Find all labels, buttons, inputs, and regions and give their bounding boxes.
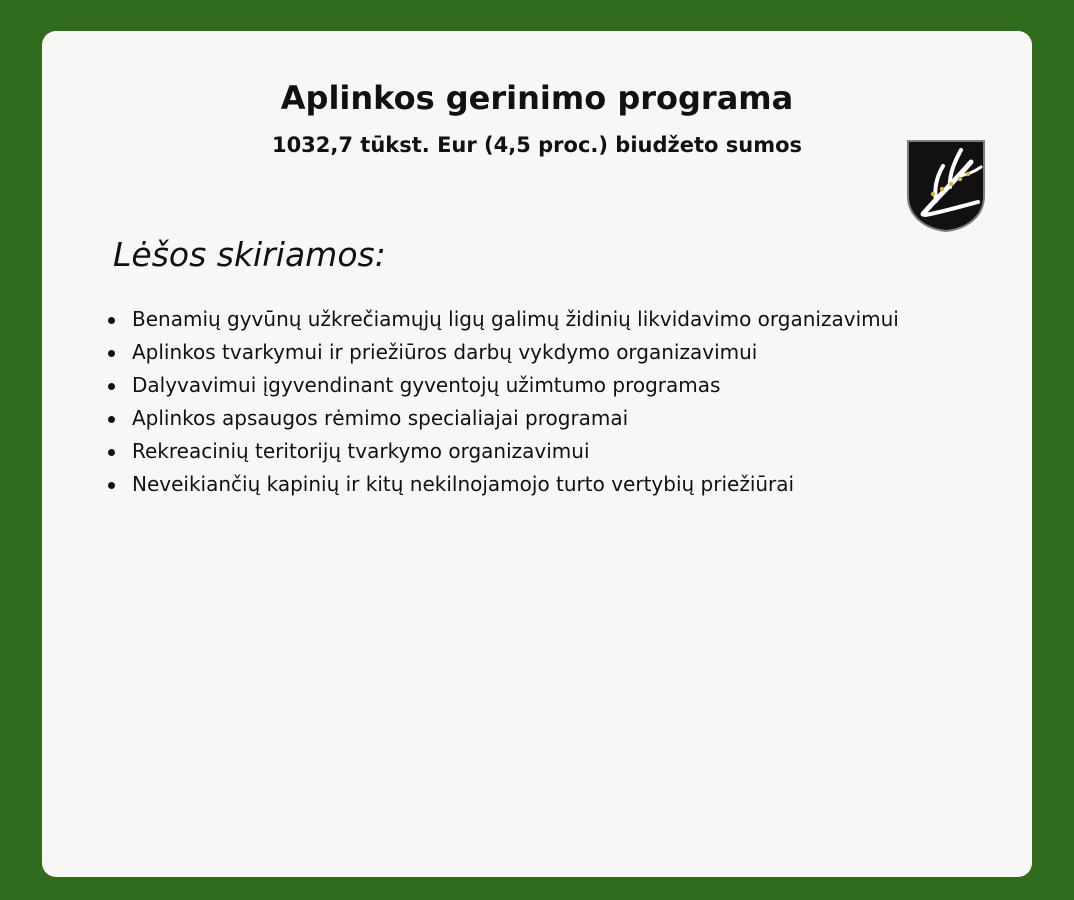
funding-list-item: Neveikiančių kapinių ir kitų nekilnojamojo turto vertybių priežiūrai <box>132 468 1022 501</box>
funding-list-item: Aplinkos apsaugos rėmimo specialiajai programai <box>132 402 1022 435</box>
star-2 <box>940 187 944 191</box>
budget-subtitle: 1032,7 tūkst. Eur (4,5 proc.) biudžeto sumos <box>271 133 803 157</box>
star-1 <box>931 192 935 196</box>
star-4 <box>958 177 962 181</box>
funding-list-item: Dalyvavimui įgyvendinant gyventojų užimtumo programas <box>132 369 1022 402</box>
municipality-coat-of-arms-icon <box>905 138 987 234</box>
star-3 <box>949 182 953 186</box>
funding-list-item: Rekreacinių teritorijų tvarkymo organizavimui <box>132 435 1022 468</box>
funding-allocation-list <box>132 303 1022 501</box>
star-5 <box>966 172 970 176</box>
coat-of-arms-graphic <box>905 138 987 234</box>
page-title: Aplinkos gerinimo programa <box>280 79 794 117</box>
funding-list-item: Benamių gyvūnų užkrečiamųjų ligų galimų židinių likvidavimo organizavimui <box>132 303 1022 336</box>
funding-section-heading: Lėšos skiriamos: <box>113 235 386 274</box>
funding-list-item: Aplinkos tvarkymui ir priežiūros darbų vykdymo organizavimui <box>132 336 1022 369</box>
